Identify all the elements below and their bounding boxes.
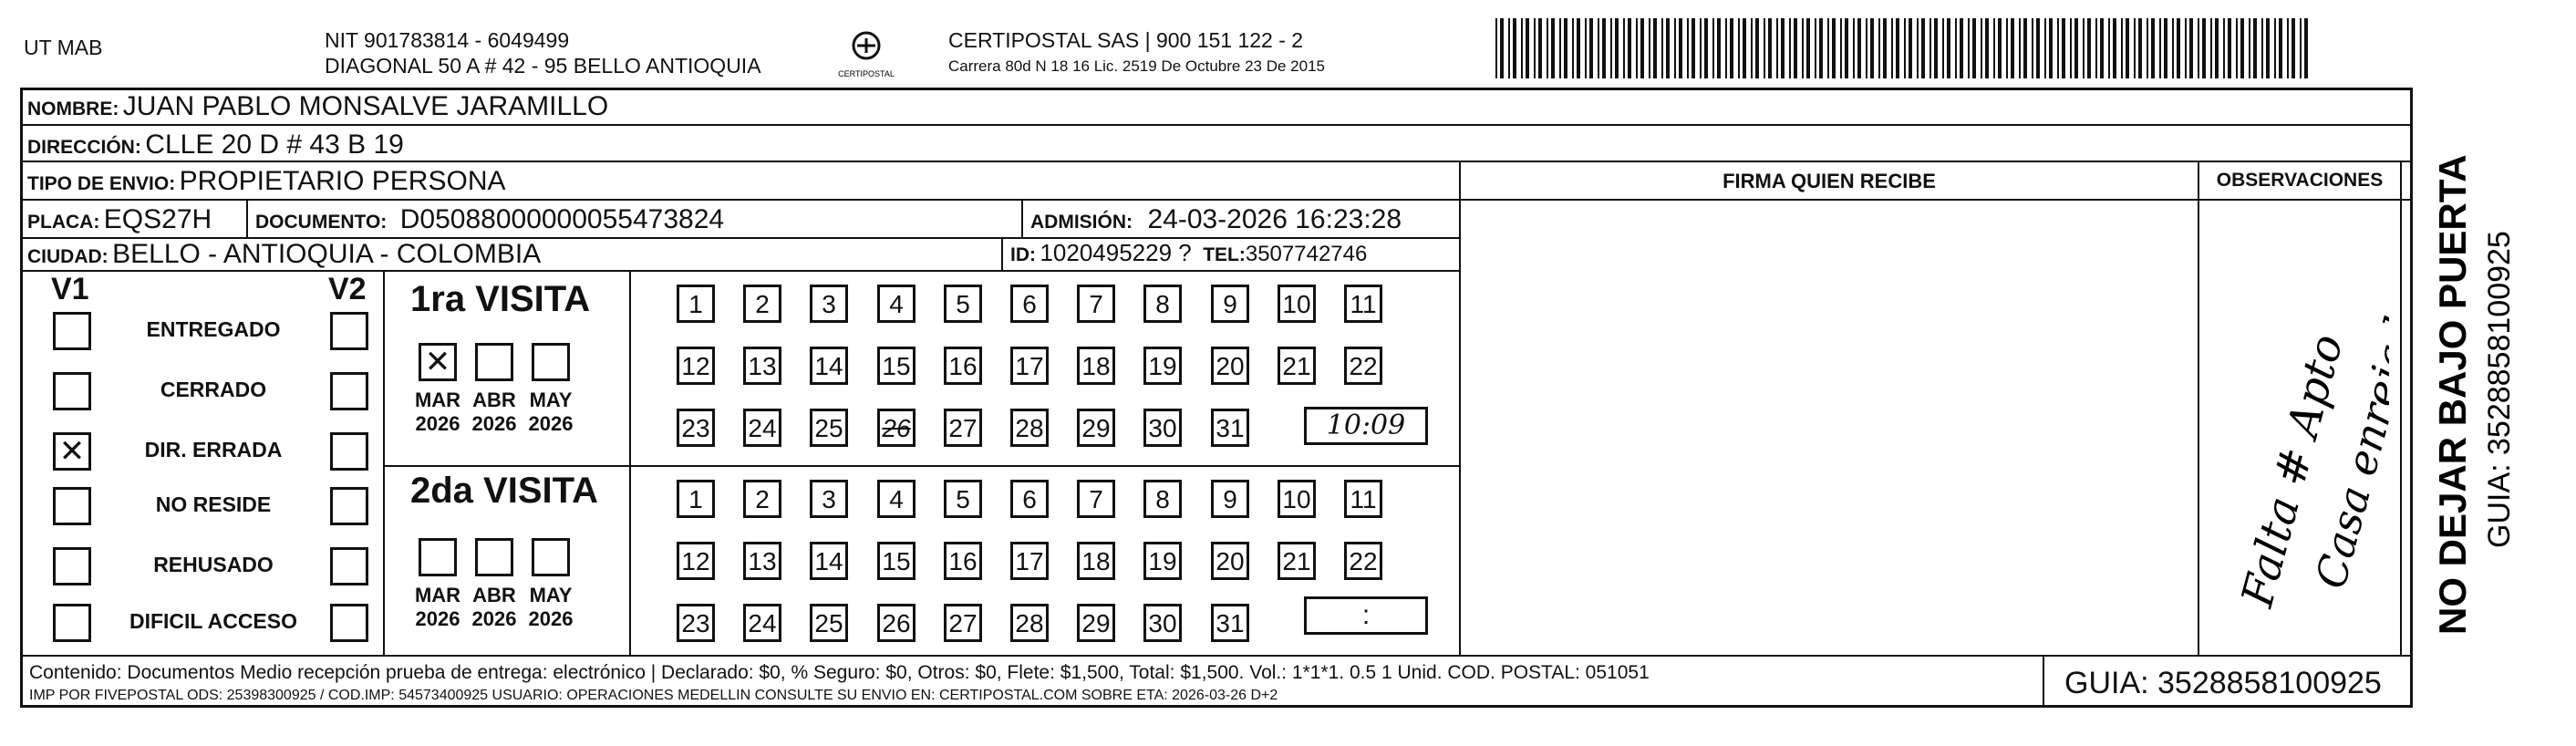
day-box[interactable]: 8: [1143, 285, 1182, 323]
day-box[interactable]: 9: [1211, 285, 1249, 323]
day-box[interactable]: 26: [877, 409, 916, 447]
day-box[interactable]: 22: [1344, 542, 1382, 580]
day-box[interactable]: 17: [1010, 542, 1049, 580]
day-box[interactable]: 19: [1143, 542, 1182, 580]
v1-checkbox[interactable]: [53, 547, 91, 585]
year-label: 2026: [471, 412, 517, 435]
status-label: ENTREGADO: [146, 317, 281, 341]
city-row: CIUDAD: BELLO - ANTIOQUIA - COLOMBIA: [27, 239, 542, 269]
certipostal-logo: [830, 26, 903, 80]
status-label: CERRADO: [160, 378, 267, 401]
day-box[interactable]: 25: [810, 604, 848, 642]
v2-checkbox[interactable]: [330, 432, 368, 471]
footer-content: Contenido: Documentos Medio recepción prueba de entrega: electrónico | Declarado: $0, % Seguro: $0, Otros: $0, Flete: $1,500, Total: $1,500. Vol.: 1*1*1. 0.5 1 Unid. COD. POSTAL: 051051: [29, 662, 1650, 683]
tel-value: 3507742746: [1245, 242, 1368, 266]
month-label: ABR: [472, 389, 516, 411]
day-box[interactable]: 24: [743, 604, 781, 642]
type-row: TIPO DE ENVIO: PROPIETARIO PERSONA: [27, 166, 506, 196]
v1-checkbox[interactable]: [53, 487, 91, 525]
month-label: MAY: [529, 389, 573, 411]
day-box[interactable]: 23: [677, 604, 715, 642]
day-box[interactable]: 11: [1344, 285, 1382, 323]
document-field: DOCUMENTO: D05088000000055473824: [255, 204, 725, 234]
day-box[interactable]: 28: [1010, 409, 1049, 447]
day-box[interactable]: 21: [1278, 542, 1316, 580]
day-box[interactable]: 25: [810, 409, 848, 447]
plate-field: PLACA: EQS27H: [27, 204, 212, 234]
day-box[interactable]: 11: [1344, 480, 1382, 518]
day-box[interactable]: 6: [1010, 285, 1049, 323]
day-box[interactable]: 20: [1211, 542, 1249, 580]
day-box[interactable]: 3: [810, 285, 848, 323]
name-row: NOMBRE: JUAN PABLO MONSALVE JARAMILLO: [27, 91, 609, 121]
day-box[interactable]: 7: [1077, 480, 1115, 518]
day-box[interactable]: 17: [1010, 347, 1049, 385]
footer-print-info: IMP POR FIVEPOSTAL ODS: 25398300925 / COD.IMP: 54573400925 USUARIO: OPERACIONES MEDELLIN CONSULTE SU ENVIO EN: CERTIPOSTAL.COM SOBRE ETA: 2026-03-26 D+2: [29, 688, 1278, 703]
plate-value: EQS27H: [103, 204, 212, 234]
day-box[interactable]: 12: [677, 542, 715, 580]
nit: NIT 901783814 - 6049499: [325, 28, 570, 52]
ut-code: UT MAB: [24, 36, 103, 59]
day-box[interactable]: 31: [1211, 409, 1249, 447]
day-box[interactable]: 27: [944, 604, 982, 642]
observations-area: [2207, 208, 2389, 646]
year-label: 2026: [528, 412, 574, 435]
side-warning: NO DEJAR BAJO PUERTA: [2431, 154, 2474, 635]
day-box[interactable]: 30: [1143, 409, 1182, 447]
day-box[interactable]: 2: [743, 480, 781, 518]
day-box[interactable]: 19: [1143, 347, 1182, 385]
month-label: ABR: [472, 584, 516, 606]
day-box[interactable]: 28: [1010, 604, 1049, 642]
v1-checkbox[interactable]: [53, 312, 91, 350]
address-row: DIRECCIÓN: CLLE 20 D # 43 B 19: [27, 130, 404, 160]
month-checkbox[interactable]: [475, 343, 513, 381]
id-field: ID: 1020495229 ? TEL:3507742746: [1010, 239, 1368, 266]
day-box[interactable]: 23: [677, 409, 715, 447]
day-box[interactable]: 5: [944, 285, 982, 323]
day-box[interactable]: 9: [1211, 480, 1249, 518]
day-box[interactable]: 4: [877, 285, 916, 323]
status-label: REHUSADO: [153, 553, 274, 576]
day-box[interactable]: 22: [1344, 347, 1382, 385]
v2-label: V2: [328, 272, 367, 306]
v1-checkbox[interactable]: ✕: [53, 432, 91, 471]
month-checkbox[interactable]: [419, 538, 457, 576]
recipient-address: CLLE 20 D # 43 B 19: [145, 130, 404, 160]
logo-text: CERTIPOSTAL: [838, 69, 895, 78]
day-box[interactable]: 15: [877, 542, 916, 580]
observations-header: OBSERVACIONES: [2216, 170, 2384, 191]
day-box[interactable]: 7: [1077, 285, 1115, 323]
city-value: BELLO - ANTIOQUIA - COLOMBIA: [112, 239, 542, 269]
day-box[interactable]: 14: [810, 542, 848, 580]
visit1-time[interactable]: 10:09: [1304, 407, 1428, 445]
year-label: 2026: [528, 607, 574, 630]
day-box[interactable]: 13: [743, 347, 781, 385]
footer-guia: GUIA: 3528858100925: [2064, 666, 2382, 700]
shipment-type: PROPIETARIO PERSONA: [179, 166, 506, 196]
sender-address: DIAGONAL 50 A # 42 - 95 BELLO ANTIOQUIA: [325, 54, 761, 78]
day-box[interactable]: 16: [944, 347, 982, 385]
visit1-title: 1ra VISITA: [410, 279, 591, 319]
month-label: MAY: [529, 584, 573, 606]
day-box[interactable]: 10: [1278, 285, 1316, 323]
day-box[interactable]: 21: [1278, 347, 1316, 385]
month-checkbox[interactable]: ✕: [419, 343, 457, 381]
day-box[interactable]: 5: [944, 480, 982, 518]
day-box[interactable]: 10: [1278, 480, 1316, 518]
month-label: MAR: [414, 389, 461, 411]
day-box[interactable]: 30: [1143, 604, 1182, 642]
day-box[interactable]: 16: [944, 542, 982, 580]
v1-checkbox[interactable]: [53, 372, 91, 410]
year-label: 2026: [415, 607, 460, 630]
status-label: NO RESIDE: [155, 492, 272, 516]
observation-note-1: Falta # Apto: [2231, 328, 2354, 613]
signature-header: FIRMA QUIEN RECIBE: [1723, 170, 1936, 192]
day-box[interactable]: 20: [1211, 347, 1249, 385]
day-box[interactable]: 12: [677, 347, 715, 385]
year-label: 2026: [415, 412, 460, 435]
day-box[interactable]: 14: [810, 347, 848, 385]
recipient-name: JUAN PABLO MONSALVE JARAMILLO: [122, 91, 609, 121]
observation-note-2: Casa enrejada: [2305, 287, 2389, 594]
v1-checkbox[interactable]: [53, 604, 91, 642]
day-box[interactable]: 27: [944, 409, 982, 447]
day-box[interactable]: 3: [810, 480, 848, 518]
side-panel: [2415, 88, 2570, 708]
month-checkbox[interactable]: [532, 343, 570, 381]
license: Carrera 80d N 18 16 Lic. 2519 De Octubre 23 De 2015: [948, 57, 1325, 75]
document-value: D05088000000055473824: [399, 204, 725, 234]
day-box[interactable]: 1: [677, 285, 715, 323]
v2-checkbox[interactable]: [330, 312, 368, 350]
barcode: [1495, 18, 2316, 78]
day-box[interactable]: 2: [743, 285, 781, 323]
day-box[interactable]: 24: [743, 409, 781, 447]
day-box[interactable]: 29: [1077, 604, 1115, 642]
status-label: DIFICIL ACCESO: [129, 609, 297, 633]
side-guia: GUIA: 3528858100925: [2482, 231, 2517, 548]
v2-checkbox[interactable]: [330, 547, 368, 585]
day-box[interactable]: 29: [1077, 409, 1115, 447]
v1-label: V1: [51, 272, 89, 306]
day-box[interactable]: 31: [1211, 604, 1249, 642]
day-box[interactable]: 1: [677, 480, 715, 518]
year-label: 2026: [471, 607, 517, 630]
admission-value: 24-03-2026 16:23:28: [1147, 204, 1402, 234]
id-value: 1020495229 ?: [1040, 239, 1192, 266]
day-box[interactable]: 13: [743, 542, 781, 580]
visit2-time[interactable]: :: [1304, 596, 1428, 635]
v2-checkbox[interactable]: [330, 487, 368, 525]
day-box[interactable]: 4: [877, 480, 916, 518]
v2-checkbox[interactable]: [330, 604, 368, 642]
day-box[interactable]: 18: [1077, 542, 1115, 580]
month-label: MAR: [414, 584, 461, 606]
day-box[interactable]: 8: [1143, 480, 1182, 518]
day-box[interactable]: 18: [1077, 347, 1115, 385]
visit2-title: 2da VISITA: [410, 471, 598, 511]
day-box[interactable]: 26: [877, 604, 916, 642]
admission-field: ADMISIÓN: 24-03-2026 16:23:28: [1030, 204, 1402, 234]
month-checkbox[interactable]: [475, 538, 513, 576]
status-label: DIR. ERRADA: [144, 438, 283, 461]
v2-checkbox[interactable]: [330, 372, 368, 410]
month-checkbox[interactable]: [532, 538, 570, 576]
day-box[interactable]: 15: [877, 347, 916, 385]
day-box[interactable]: 6: [1010, 480, 1049, 518]
company-name: CERTIPOSTAL SAS | 900 151 122 - 2: [948, 28, 1304, 52]
